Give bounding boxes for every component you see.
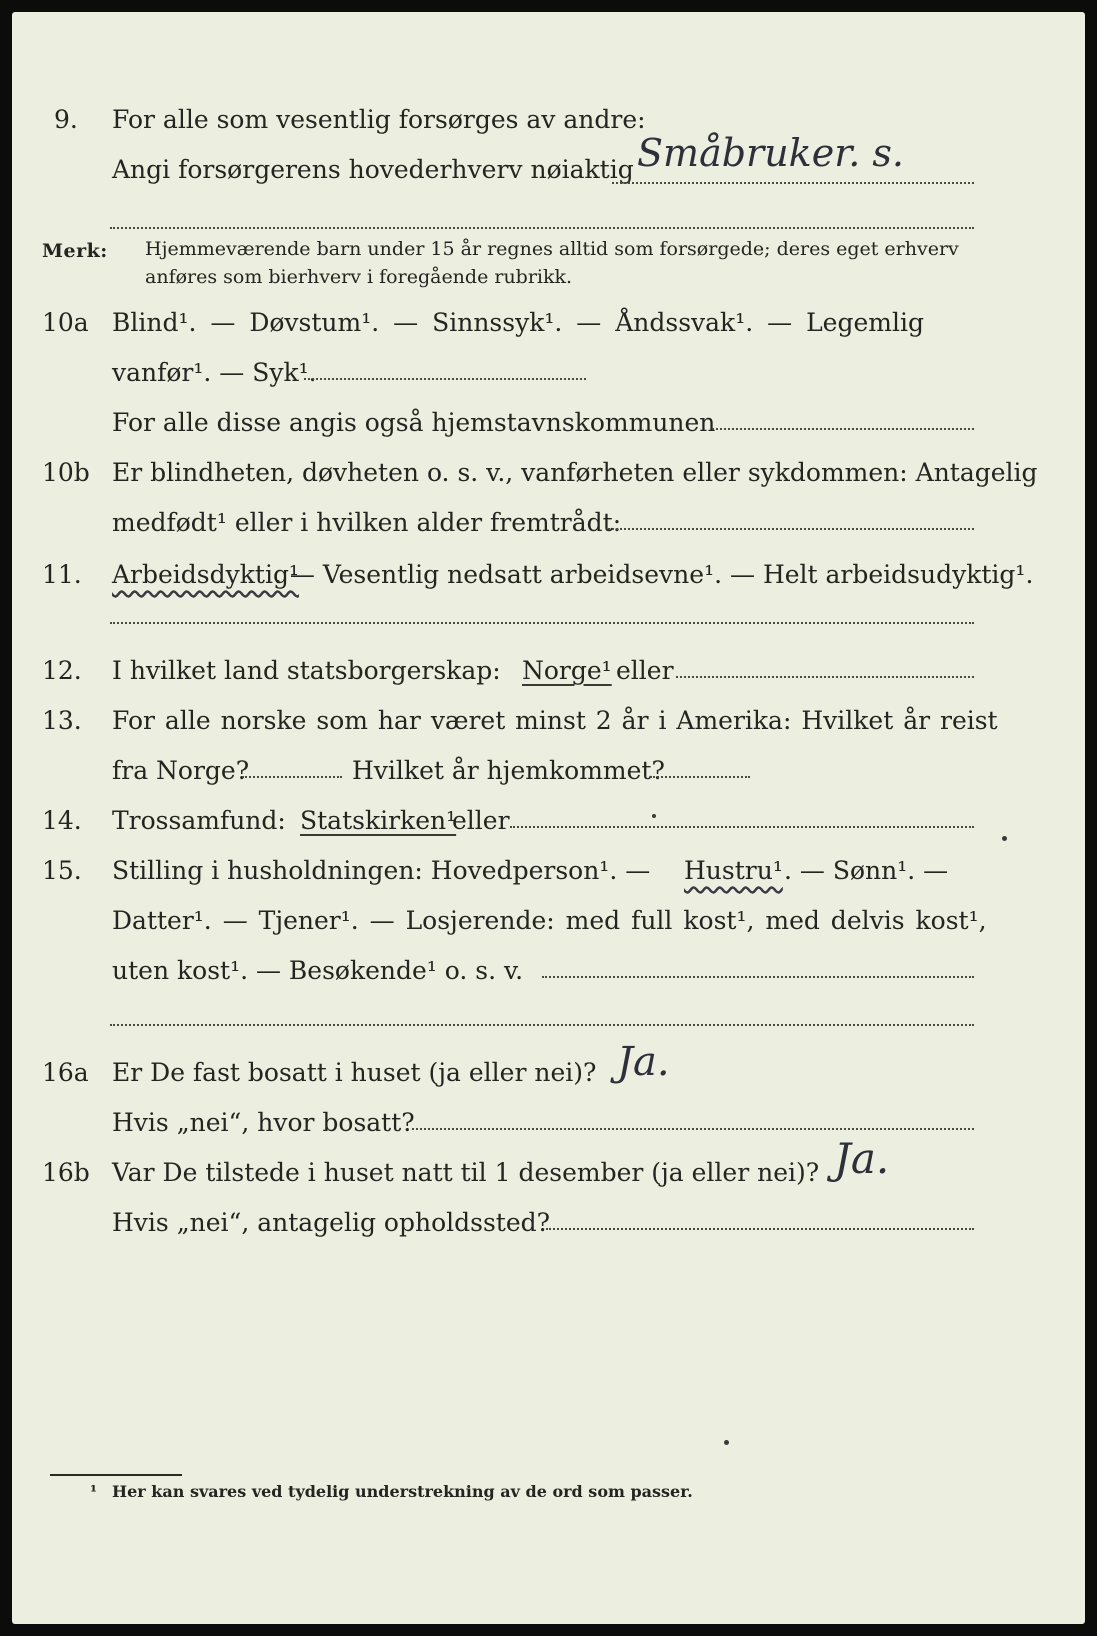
q12-answer-line[interactable] [676,676,974,678]
q9-answer-line[interactable] [612,182,974,184]
q12-number: 12. [42,656,82,685]
q13-year-returned-line[interactable] [650,776,750,778]
q14-answer-line[interactable] [510,826,974,828]
separator [110,1024,974,1026]
q15-line1b: . — Sønn¹. — [784,856,949,885]
q10a-line1: Blind¹. — Døvstum¹. — Sinnssyk¹. — Åndssvak¹. — Legemlig [112,308,924,337]
q13-line2b: Hvilket år hjemkommet? [352,756,665,785]
q9-line1: For alle som vesentlig forsørges av andre: [112,105,646,134]
merk-line1: Hjemmeværende barn under 15 år regnes alltid som forsørgede; deres eget erhverv [145,238,959,260]
q15-line1a: Stilling i husholdningen: Hovedperson¹. — [112,856,651,885]
ink-speck [652,814,656,818]
q10b-line2: medfødt¹ eller i hvilken alder fremtrådt: [112,508,622,537]
q16b-number: 16b [42,1158,90,1187]
q14-option-statskirken: Statskirken¹ [300,806,457,835]
q10a-line3: For alle disse angis også hjemstavnskommunen [112,408,716,437]
q10a-line2: vanfør¹. — Syk¹. [112,358,317,387]
q15-option-hustru: Hustru¹ [684,856,783,885]
q10a-answer-line[interactable] [304,378,586,380]
q14-suffix: eller [452,806,510,835]
q15-answer-line[interactable] [542,976,974,978]
q16a-line1: Er De fast bosatt i huset (ja eller nei)? [112,1058,597,1087]
q14-prefix: Trossamfund: [112,806,286,835]
q15-line2: Datter¹. — Tjener¹. — Losjerende: med full kost¹, med delvis kost¹, [112,906,987,935]
q11-rest: . — Vesentlig nedsatt arbeidsevne¹. — Helt arbeidsudyktig¹. [274,560,1034,589]
q9-handwritten-answer: Småbruker. s. [637,131,904,175]
separator [110,622,974,624]
footnote-rule [50,1474,182,1476]
q12-option-norge: Norge¹ [522,656,612,685]
q13-line2a: fra Norge? [112,756,250,785]
q10b-answer-line[interactable] [608,528,974,530]
footnote-marker: ¹ [90,1482,98,1501]
merk-line2: anføres som bierhverv i foregående rubrikk. [145,266,573,288]
separator [110,227,974,229]
q13-line1: For alle norske som har været minst 2 år i Amerika: Hvilket år reist [112,706,998,735]
q12-prefix: I hvilket land statsborgerskap: [112,656,501,685]
q16a-line2: Hvis „nei“, hvor bosatt? [112,1108,415,1137]
q10a-home-municipality-line[interactable] [712,428,974,430]
q14-number: 14. [42,806,82,835]
q10a-number: 10a [42,308,89,337]
merk-label: Merk: [42,240,108,262]
q13-number: 13. [42,706,82,735]
q13-year-left-line[interactable] [242,776,342,778]
q9-line2: Angi forsørgerens hovederhverv nøiaktig [112,155,634,184]
q16b-residence-line[interactable] [546,1228,974,1230]
census-form-page [12,12,1085,1624]
footnote-text: Her kan svares ved tydelig understrekning av de ord som passer. [112,1482,693,1501]
q9-number: 9. [54,105,78,134]
q16b-line2: Hvis „nei“, antagelig opholdssted? [112,1208,551,1237]
q16b-handwritten-answer: Ja. [834,1134,890,1183]
q11-option-arbeidsdyktig: Arbeidsdyktig¹ [112,560,299,589]
q16a-handwritten-answer: Ja. [617,1039,670,1085]
q16b-line1: Var De tilstede i huset natt til 1 desember (ja eller nei)? [112,1158,820,1187]
q10b-line1: Er blindheten, døvheten o. s. v., vanførheten eller sykdommen: Antagelig [112,458,1038,487]
ink-speck [724,1440,729,1445]
ink-speck [1002,836,1007,841]
q10b-number: 10b [42,458,90,487]
q16a-number: 16a [42,1058,89,1087]
q12-suffix: eller [616,656,674,685]
q11-number: 11. [42,560,82,589]
q15-line3: uten kost¹. — Besøkende¹ o. s. v. [112,956,524,985]
q15-number: 15. [42,856,82,885]
q16a-residence-line[interactable] [412,1128,974,1130]
